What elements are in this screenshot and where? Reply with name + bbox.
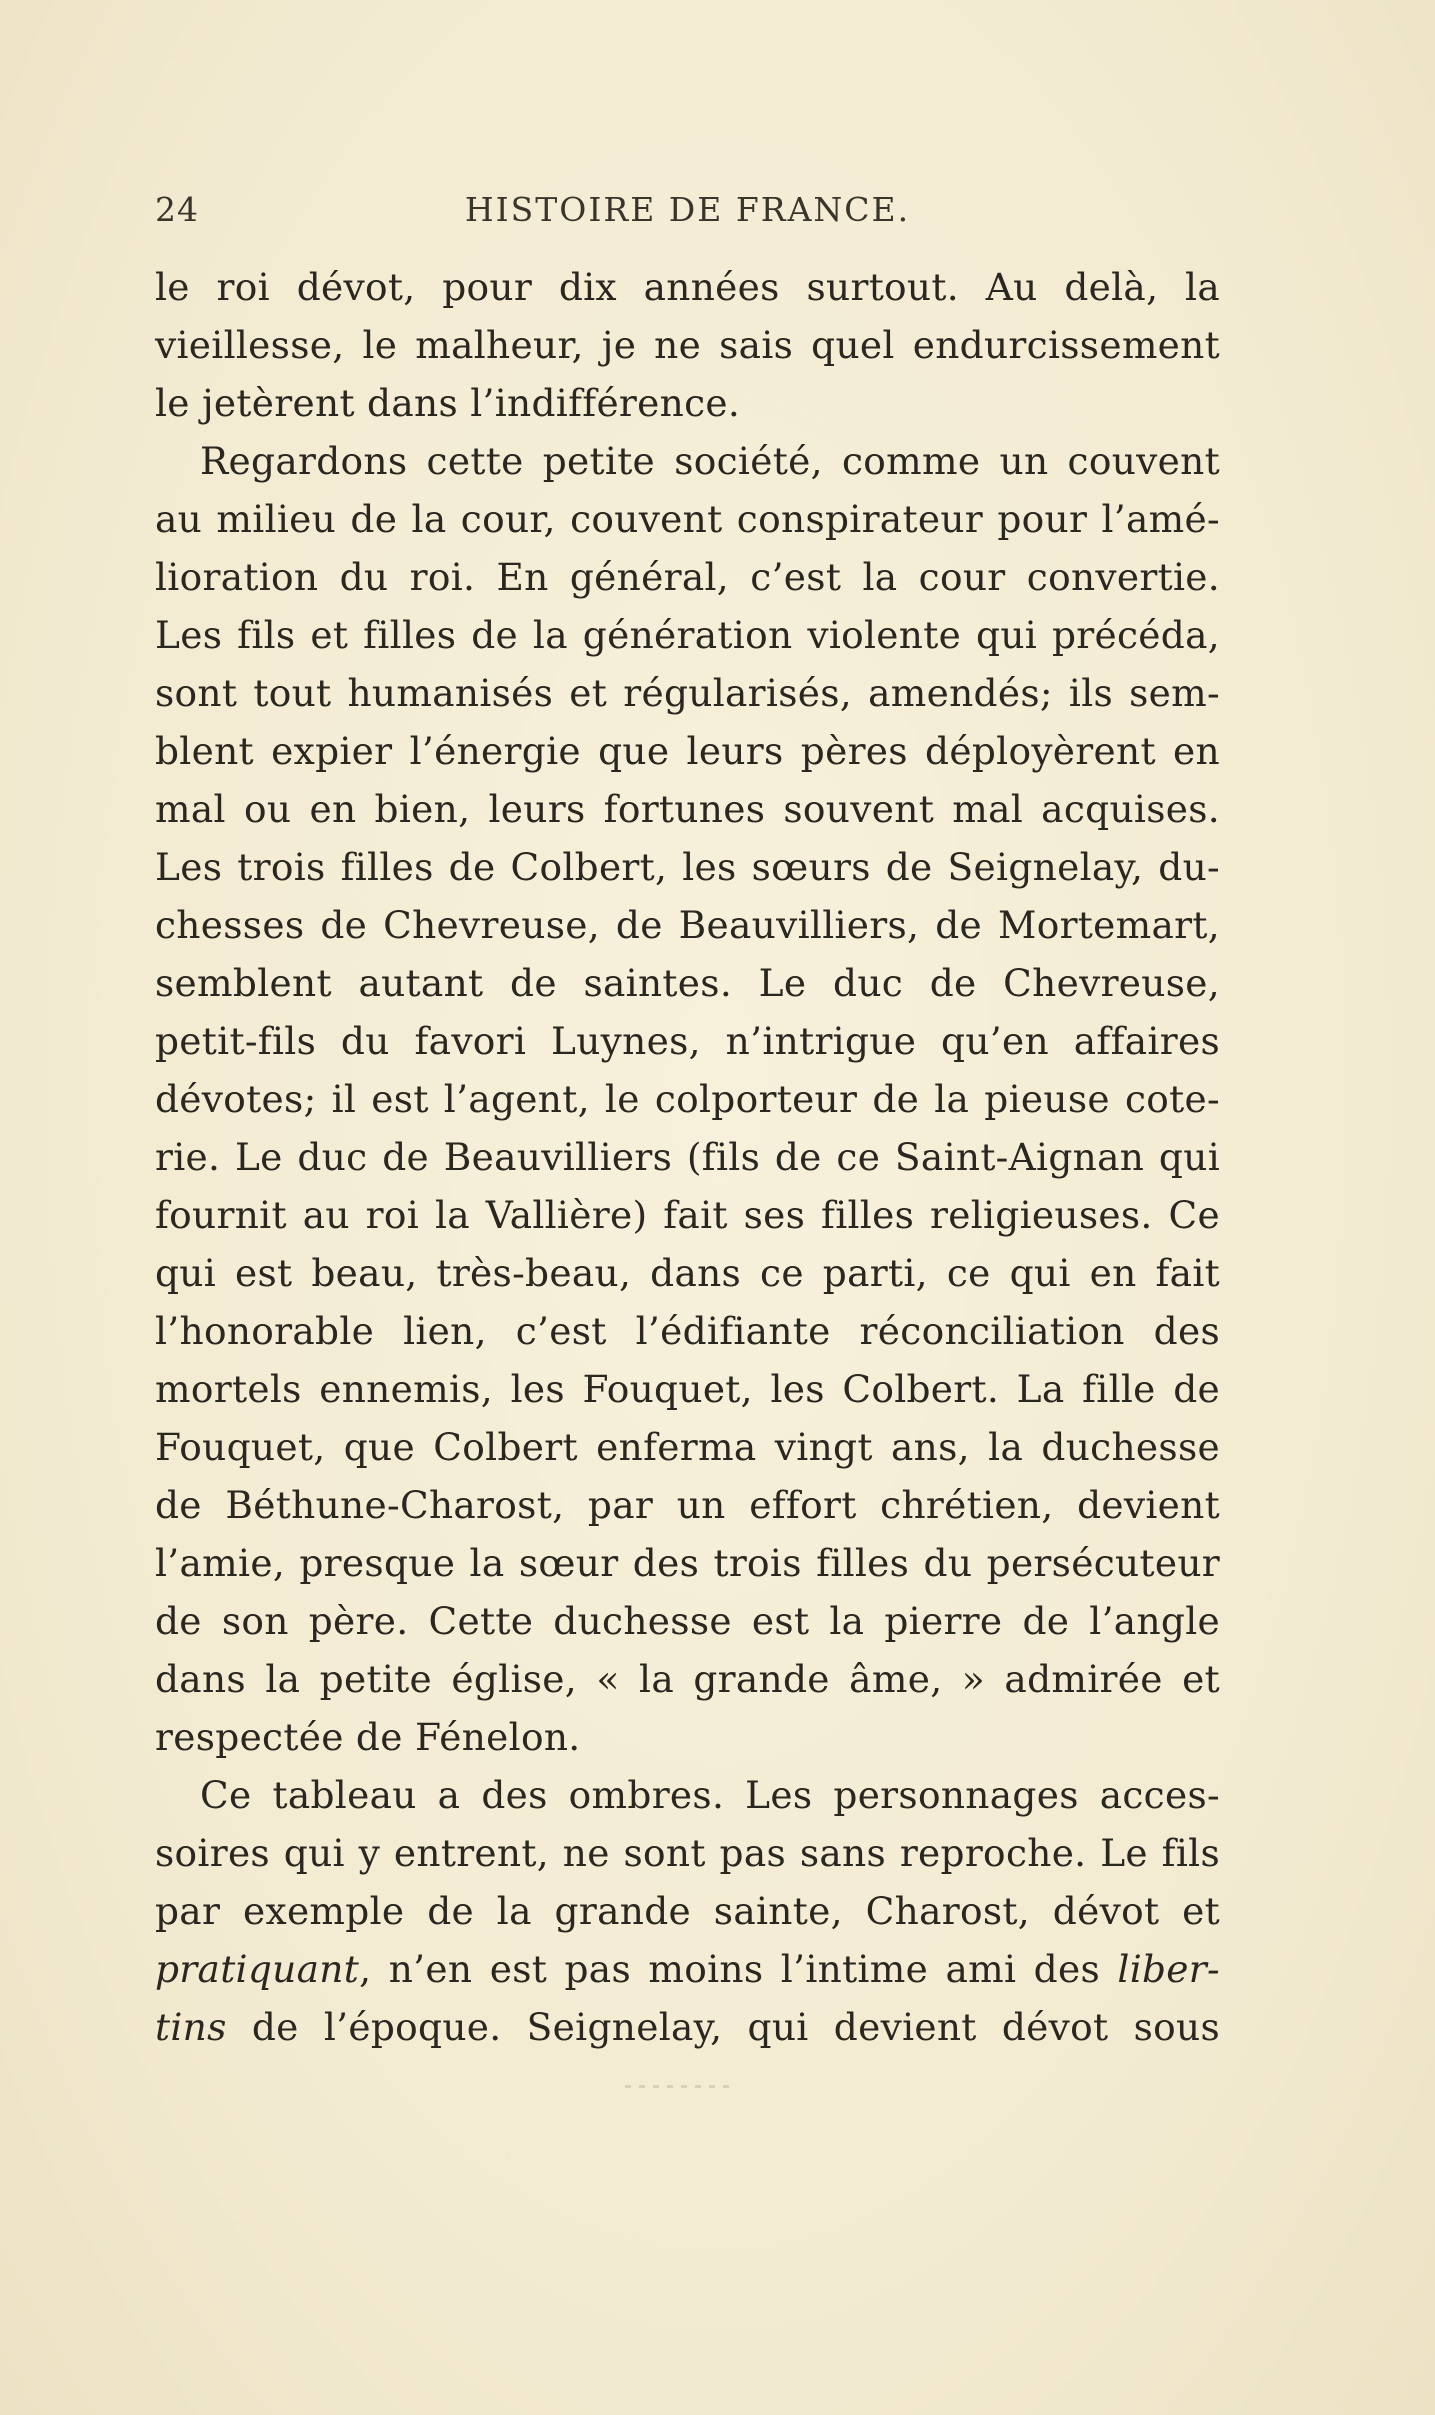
print-smudge (625, 2085, 735, 2088)
line-text: semblent autant de saintes. Le duc de Chevreuse, (155, 961, 1220, 1005)
line-text: dans la petite église, « la grande âme, » admirée et (155, 1657, 1220, 1701)
line-text: vieillesse, le malheur, je ne sais quel endurcissement (155, 323, 1220, 367)
text-line (155, 1708, 1220, 1766)
text-line (155, 1650, 1220, 1708)
text-line (155, 1534, 1220, 1592)
line-text: de Béthune-Charost, par un effort chrétien, devient (155, 1483, 1220, 1527)
text-line (155, 432, 1220, 490)
italic-text: tins (155, 2005, 227, 2049)
line-text: respectée de Fénelon. (155, 1715, 581, 1759)
text-line (155, 780, 1220, 838)
text-line (155, 1070, 1220, 1128)
text-line (155, 606, 1220, 664)
line-text: petit-fils du favori Luynes, n’intrigue qu’en affaires (155, 1019, 1220, 1063)
text-line (155, 490, 1220, 548)
running-title: HISTOIRE DE FRANCE. (464, 190, 911, 229)
line-text: mortels ennemis, les Fouquet, les Colbert. La fille de (155, 1367, 1220, 1411)
line-text: au milieu de la cour, couvent conspirateur pour l’amé- (155, 497, 1220, 541)
text-line (155, 1592, 1220, 1650)
text-line (155, 896, 1220, 954)
text-line (155, 1824, 1220, 1882)
italic-text: liber- (1117, 1947, 1220, 1991)
line-text: le jetèrent dans l’indifférence. (155, 381, 741, 425)
text-line (155, 954, 1220, 1012)
line-text: rie. Le duc de Beauvilliers (fils de ce Saint-Aignan qui (155, 1135, 1220, 1179)
line-text: sont tout humanisés et régularisés, amendés; ils sem- (155, 671, 1220, 715)
text-line (155, 548, 1220, 606)
text-line (155, 1418, 1220, 1476)
line-text: le roi dévot, pour dix années surtout. Au delà, la (155, 265, 1220, 309)
line-text: de l’époque. Seignelay, qui devient dévot sous (226, 2005, 1220, 2049)
line-text: qui est beau, très-beau, dans ce parti, ce qui en fait (155, 1251, 1220, 1295)
text-line (155, 1476, 1220, 1534)
text-line (155, 1360, 1220, 1418)
text-line (155, 374, 1220, 432)
text-line (155, 1998, 1220, 2056)
text-line (155, 1128, 1220, 1186)
line-text: blent expier l’énergie que leurs pères déployèrent en (155, 729, 1220, 773)
line-text: Les fils et filles de la génération violente qui précéda, (155, 613, 1220, 657)
line-text: dévotes; il est l’agent, le colporteur de la pieuse cote- (155, 1077, 1220, 1121)
text-line (155, 258, 1220, 316)
line-text: fournit au roi la Vallière) fait ses filles religieuses. Ce (155, 1193, 1220, 1237)
text-line (155, 1244, 1220, 1302)
line-text: Les trois filles de Colbert, les sœurs de Seignelay, du- (155, 845, 1220, 889)
text-line (155, 1940, 1220, 1998)
text-line (155, 1302, 1220, 1360)
running-head (155, 190, 1220, 234)
text-line (155, 664, 1220, 722)
text-line (155, 1012, 1220, 1070)
line-text: par exemple de la grande sainte, Charost, dévot et (155, 1889, 1220, 1933)
text-line (155, 1882, 1220, 1940)
line-text: , n’en est pas moins l’intime ami des (359, 1947, 1118, 1991)
line-text: l’honorable lien, c’est l’édifiante réconciliation des (155, 1309, 1220, 1353)
text-line (155, 722, 1220, 780)
line-text: de son père. Cette duchesse est la pierre de l’angle (155, 1599, 1220, 1643)
line-text: Fouquet, que Colbert enferma vingt ans, la duchesse (155, 1425, 1220, 1469)
line-text: Ce tableau a des ombres. Les personnages acces- (200, 1773, 1220, 1817)
italic-text: pratiquant (155, 1947, 360, 1991)
line-text: mal ou en bien, leurs fortunes souvent mal acquises. (155, 787, 1220, 831)
text-line (155, 316, 1220, 374)
body-text (155, 258, 1220, 2056)
text-line (155, 838, 1220, 896)
line-text: soires qui y entrent, ne sont pas sans reproche. Le fils (155, 1831, 1220, 1875)
text-line (155, 1766, 1220, 1824)
line-text: lioration du roi. En général, c’est la cour convertie. (155, 555, 1220, 599)
line-text: l’amie, presque la sœur des trois filles du persécuteur (155, 1541, 1220, 1585)
line-text: chesses de Chevreuse, de Beauvilliers, de Mortemart, (155, 903, 1220, 947)
page-number: 24 (155, 190, 199, 229)
line-text: Regardons cette petite société, comme un couvent (200, 439, 1220, 483)
text-line (155, 1186, 1220, 1244)
